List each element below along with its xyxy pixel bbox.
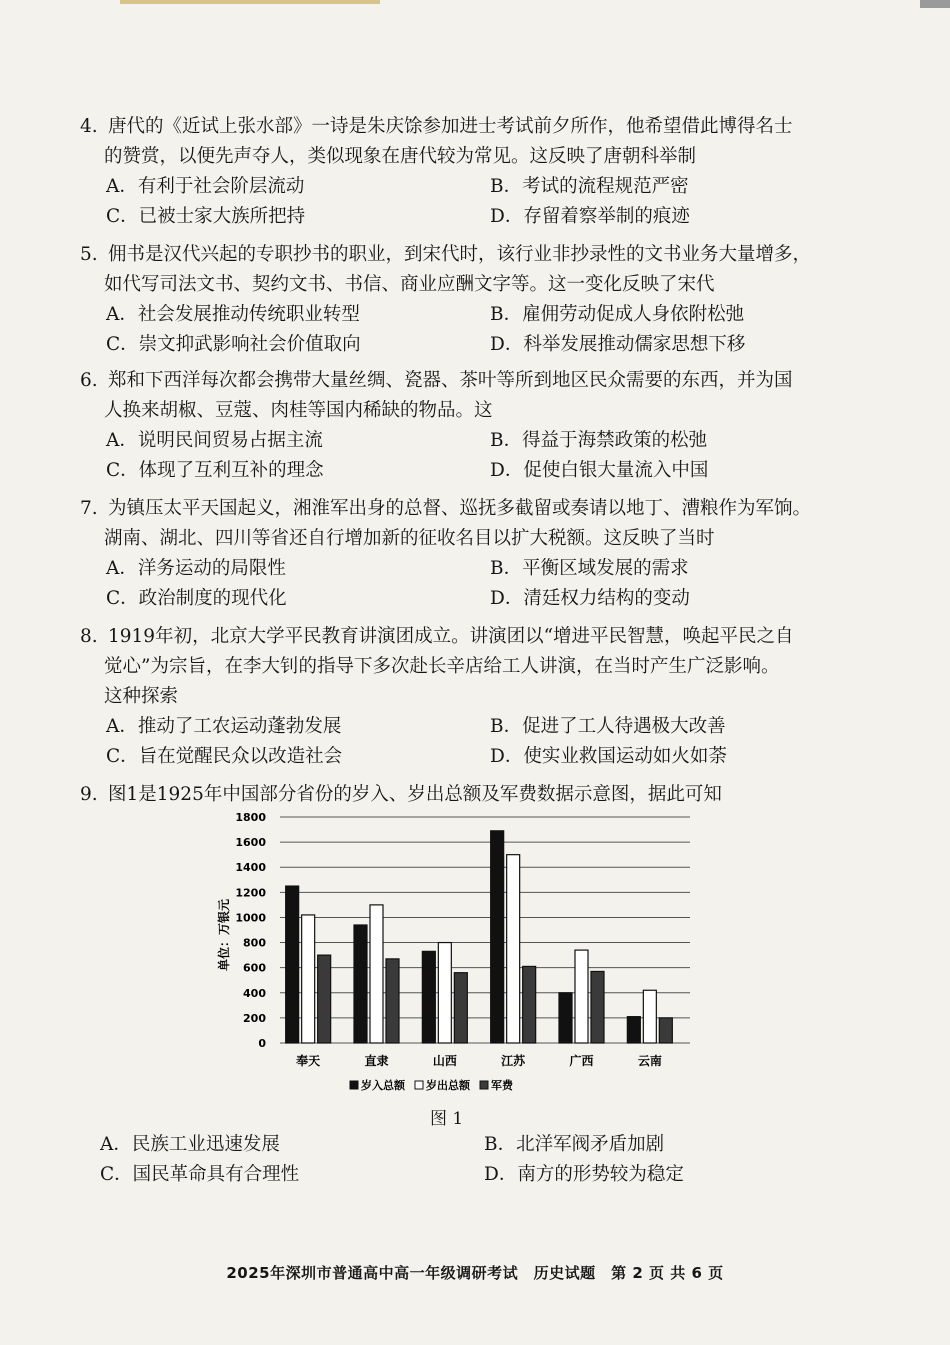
option-c: C．崇文抑武影响社会价值取向 [106,334,361,355]
y-tick-label: 1200 [235,886,266,900]
bar [286,886,299,1043]
y-tick-label: 0 [258,1037,266,1050]
top-edge-mark [120,0,380,4]
question-number: 5. [80,244,98,265]
legend-label: 岁出总额 [426,1079,470,1092]
bar [591,971,604,1043]
question-number: 9. [80,784,98,805]
x-tick-label: 广西 [569,1054,594,1068]
stem-line: 为镇压太平天国起义，湘淮军出身的总督、巡抚多截留或奏请以地丁、漕粮作为军饷。 [108,498,812,519]
legend-swatch [415,1081,423,1089]
question-number: 4. [80,116,98,137]
y-tick-label: 1600 [235,836,266,850]
stem-line: 觉心”为宗旨，在李大钊的指导下多次赴长辛店给工人讲演，在当时产生广泛影响。 [104,656,780,677]
question-stem [80,112,850,172]
y-tick-label: 1400 [235,861,266,875]
option-b: B．促进了工人待遇极大改善 [490,716,726,737]
bar [454,973,467,1043]
stem-line: 郑和下西洋每次都会携带大量丝绸、瓷器、茶叶等所到地区民众需要的东西，并为国 [108,370,793,391]
question-stem [80,366,850,426]
question-6 [80,366,850,486]
question-9-options [74,1130,844,1190]
bar [491,831,504,1043]
option-c: C．旨在觉醒民众以改造社会 [106,746,343,767]
stem-line: 的赞赏，以便先声夺人，类似现象在唐代较为常见。这反映了唐朝科举制 [104,146,697,167]
page-footer: 2025年深圳市普通高中高一年级调研考试 历史试题 第 2 页 共 6 页 [226,1264,724,1282]
stem-line: 人换来胡椒、豆蔻、肉桂等国内稀缺的物品。这 [104,400,493,421]
bar [422,951,435,1043]
legend-swatch [350,1081,358,1089]
stem-line: 如代写司法文书、契约文书、书信、商业应酬文字等。这一变化反映了宋代 [104,274,715,295]
options [80,426,850,486]
legend-label: 军费 [491,1079,513,1092]
question-number: 7. [80,498,98,519]
bar [386,959,399,1043]
option-d: D．清廷权力结构的变动 [490,588,690,609]
x-tick-label: 云南 [637,1054,662,1068]
chart-grid [280,817,690,1043]
option-c: C．已被士家大族所把持 [106,206,306,227]
y-tick-label: 1000 [235,911,266,925]
option-d: D．促使白银大量流入中国 [490,460,709,481]
figure-1-chart [200,805,760,1105]
legend-swatch [480,1081,488,1089]
question-5 [80,240,850,360]
y-tick-label: 400 [243,986,266,1000]
y-tick-label: 200 [243,1011,266,1025]
question-4 [80,112,850,232]
option-b: B．得益于海禁政策的松弛 [490,430,708,451]
x-tick-label: 直隶 [364,1054,389,1068]
stem-line: 湖南、湖北、四川等省还自行增加新的征收名目以扩大税额。这反映了当时 [104,528,715,549]
option-d: D．存留着察举制的痕迹 [490,206,690,227]
bar [318,955,331,1043]
question-number: 8. [80,626,98,647]
chart-legend [350,1078,514,1092]
bar [523,966,536,1043]
stem-line: 1919年初，北京大学平民教育讲演团成立。讲演团以“增进平民智慧，唤起平民之自 [108,626,794,647]
y-axis-label: 单位：万银元 [217,898,231,972]
option-b: B．平衡区域发展的需求 [490,558,689,579]
x-tick-label: 山西 [432,1054,457,1068]
stem-line: 佣书是汉代兴起的专职抄书的职业，到宋代时，该行业非抄录性的文书业务大量增多， [108,244,812,265]
x-tick-label: 奉天 [296,1054,321,1068]
question-8 [80,622,850,772]
option-a: A．社会发展推动传统职业转型 [106,304,360,325]
option-a: A．洋务运动的局限性 [106,558,286,579]
option-b: B．雇佣劳动促成人身依附松弛 [490,304,745,325]
bar [559,993,572,1043]
figure-caption: 图 1 [430,1109,464,1129]
options [80,300,850,360]
question-number: 6. [80,370,98,391]
option-a: A．说明民间贸易占据主流 [106,430,323,451]
question-stem [80,622,850,712]
chart-bars [286,831,673,1043]
y-axis [235,811,266,1050]
bar [659,1018,672,1043]
bar [507,855,520,1043]
x-axis-labels [296,1053,662,1068]
option-b: B．考试的流程规范严密 [490,176,689,197]
options [80,712,850,772]
option-b: B．北洋军阀矛盾加剧 [484,1134,665,1155]
x-tick-label: 江苏 [501,1054,526,1068]
options [74,1130,844,1190]
option-a: A．推动了工农运动蓬勃发展 [106,716,342,737]
stem-line: 图1是1925年中国部分省份的岁入、岁出总额及军费数据示意图，据此可知 [108,784,722,805]
bar-chart [200,805,760,1105]
question-7 [80,494,850,614]
option-c: C．体现了互利互补的理念 [106,460,324,481]
legend-label: 岁入总额 [361,1079,405,1092]
bar [438,943,451,1043]
bar [575,950,588,1043]
option-c: C．国民革命具有合理性 [100,1164,300,1185]
stem-line: 唐代的《近试上张水部》一诗是朱庆馀参加进士考试前夕所作，他希望借此博得名士 [108,116,793,137]
option-a: A．有利于社会阶层流动 [106,176,305,197]
option-d: D．南方的形势较为稳定 [484,1164,684,1185]
option-d: D．科举发展推动儒家思想下移 [490,334,746,355]
option-d: D．使实业救国运动如火如荼 [490,746,727,767]
y-tick-label: 1800 [235,811,266,824]
option-a: A．民族工业迅速发展 [100,1134,280,1155]
question-stem [80,240,850,300]
options [80,554,850,614]
corner-mark [920,0,950,8]
options [80,172,850,232]
bar [302,915,315,1043]
bar [370,905,383,1043]
bar [354,925,367,1043]
option-c: C．政治制度的现代化 [106,588,287,609]
stem-line: 这种探索 [104,686,179,707]
y-tick-label: 800 [243,936,266,950]
y-tick-label: 600 [243,961,266,975]
bar [627,1017,640,1043]
question-stem [80,494,850,554]
bar [643,990,656,1043]
